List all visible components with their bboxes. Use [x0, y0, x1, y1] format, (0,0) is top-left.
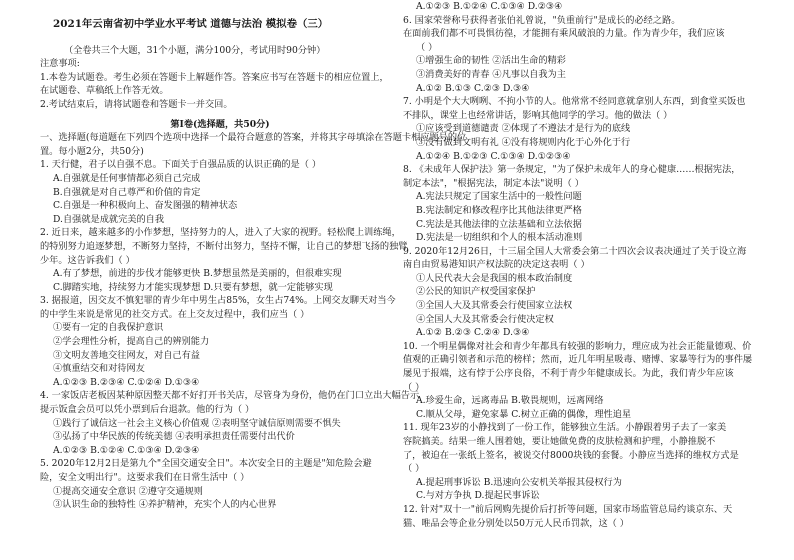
left-line: 2021年云南省初中学业水平考试 道德与法治 模拟卷（三） — [53, 18, 329, 30]
left-line: C.脚踏实地，持续努力才能实现梦想 D.只要有梦想，就一定能够实现 — [53, 281, 333, 293]
left-line: （全卷共三个大题，31个小题，满分100分，考试用时90分钟） — [64, 44, 326, 56]
left-line: A.自强就是任何事情都必须自己完成 — [53, 172, 201, 184]
left-line: A.有了梦想，前进的步伐才能够更快 B.梦想虽然是美丽的，但很难实现 — [53, 268, 342, 280]
right-line: A.①②③ B.①②④ C.①③④ D.②③④ — [416, 1, 563, 12]
right-line: （ ） — [416, 41, 438, 53]
left-line: ④慎重结交和对待网友 — [53, 363, 145, 375]
right-line: 了，被迫在一张纸上签名，被说交付8000块钱的套餐。小静应当选择的维权方式是 — [403, 449, 739, 461]
left-line: 少年。这告诉我们（ ） — [40, 254, 135, 266]
left-line: 第Ⅰ卷(选择题，共50分) — [170, 118, 270, 130]
left-line: ①提高交通安全意识 ②遵守交通规则 — [53, 485, 203, 497]
right-line: 容院搞美。结果一维人围着她，要让她做免费的皮肤检测和护理，小静推脱不 — [403, 436, 716, 447]
left-line: 2.考试结束后，请将试题卷和答题卡一并交回。 — [40, 98, 233, 110]
right-line: ①增强生命的韧性 ②活出生命的精彩 — [416, 55, 566, 67]
left-line: 注意事项: — [40, 58, 80, 70]
right-line: A.提起刑事诉讼 B.迅速向公安机关举报其侵权行为 — [416, 476, 622, 488]
right-line: ①应该受到道德谴责 ②体现了不遵法才是行为的底线 — [416, 123, 631, 135]
left-line: 2. 近日来，越来越多的小作梦想，坚持努力的人，进入了大家的视野。轻松爬上训练绳， — [40, 227, 401, 239]
left-line: 1.本卷为试题卷。考生必须在答题卡上解题作答。答案应书写在答题卡的相应位置上， — [40, 71, 389, 83]
right-line: 9. 2020年12月26日，十三届全国人大常委会第二十四次会议表决通过了关于设立海 — [403, 245, 747, 257]
right-line: 在面前我们都不可畏惧彷徨，才能拥有乘风破浪的力量。作为青少年，我们应该 — [403, 28, 725, 40]
left-line: 险，安全文明出行"。这要求我们在日常生活中（ ） — [40, 472, 250, 483]
left-column — [40, 0, 467, 512]
right-line: 7. 小明是个大大咧咧、不拘小节的人。他常常不经同意就拿别人东西，到食堂买饭也 — [403, 96, 746, 108]
right-line: C.与对方争执 D.提起民事诉讼 — [416, 490, 540, 502]
left-line: ①践行了诚信这一社会主义核心价值观 ②表明坚守诚信原则需要不惧失 — [53, 417, 341, 429]
left-line: 的特别努力追逐梦想，不断努力坚持，不断付出努力，坚持不懈，让自己的梦想飞扬的独臂 — [40, 240, 408, 252]
right-line: A.珍爱生命，远离毒品 B.敬畏规则，远离网络 — [416, 395, 604, 407]
right-line: D.宪法是一切组织和个人的根本活动准则 — [416, 232, 583, 244]
right-line: ④全国人大及其常委会行使决定权 — [416, 313, 554, 325]
left-line: 一、选择题(每道题在下列四个选项中选择一个最符合题意的答案，并将其字母填涂在答题卡相应题号的位 — [40, 132, 467, 144]
left-line: ③认识生命的独特性 ④养护精神，充实个人的内心世界 — [53, 499, 277, 511]
right-line: C.宪法是其他法律的立法基础和立法依据 — [416, 218, 582, 230]
left-line: ③弘扬了中华民族的传统美德 ④表明承担责任需要付出代价 — [53, 431, 295, 443]
left-line: 4. 一家饭店老板因某种原因整天都不好打开书关店，尽管身为身份，他仍在门口立出大幅告示 — [40, 390, 420, 402]
left-line: 5. 2020年12月2日是第九个"全国交通安全日"。本次安全日的主题是"知危险会避 — [40, 458, 372, 470]
left-line: 在试题卷、草稿纸上作答无效。 — [40, 85, 169, 97]
right-line: ②公民的知识产权受国家保护 — [416, 286, 536, 298]
left-line: 置。每小题2分，共50分) — [40, 145, 144, 157]
right-line: 制定本法"，"根据宪法，制定本法"说明（ ） — [403, 177, 584, 189]
right-line: 不排队，课堂上也经常讲话，影响其他同学的学习。他的做法（ ） — [403, 109, 673, 121]
left-line: 的中学生来说是常见的社交方式。在上交友过程中，我们应当（ ） — [40, 308, 310, 320]
right-line: A.①② B.②③ C.②④ D.③④ — [416, 327, 530, 339]
right-line: 12. 针对"双十一"前后网购先提价后打折等问题，国家市场监管总局约谈京东、天 — [403, 503, 733, 515]
right-line: 南自由贸易港知识产权法院的决定这表明（ ） — [403, 259, 590, 271]
left-line: 提示饭盒会员可以凭小票到后台退款。他的行为（ ） — [40, 404, 255, 416]
left-line: ②学会理性分析，提高自己的辨别能力 — [53, 336, 210, 348]
left-line: 3. 据报道，因交友不慎犯罪的青少年中男生占85%，女生占74%。上网交友聊天对当今 — [40, 295, 396, 307]
right-line: ③消费美好的青春 ④凡事以自我为主 — [416, 68, 566, 80]
left-line: A.①②③ B.②③④ C.①②④ D.①③④ — [53, 376, 200, 388]
right-line: 屡见于报端，这有悖于公序良俗，不利于青少年健康成长。为此，我们青少年应该 — [403, 368, 734, 380]
right-line: C.顺从父母，避免家暴 C.树立正确的偶像，理性追星 — [416, 408, 632, 420]
right-line: 值观的正确引领者和示范的榜样；然而，近几年明星吸毒、赌博、家暴等行为的事件屡 — [403, 354, 753, 366]
left-line: C.自强是一种积极向上、奋发图强的精神状态 — [53, 200, 238, 212]
right-line: 11. 现年23岁的小静找到了一份工作，能够独立生活。小静跟着男子去了一家美 — [403, 422, 727, 434]
right-line: A.①②④ B.①②③ C.①③④ D.①②③④ — [416, 150, 571, 162]
left-line: 1. 天行健，君子以自强不息。下面关于自强品质的认识正确的是（ ） — [40, 159, 322, 171]
right-line: （ ） — [403, 463, 425, 475]
right-line: 6. 国家荣誉称号获得者张伯礼曾说，"负重前行"是成长的必经之路。 — [403, 14, 681, 26]
right-column — [403, 0, 779, 530]
right-line: 猫、唯品会等企业分别处以50万元人民币罚款，这（ ） — [403, 517, 629, 529]
right-line: A.宪法只规定了国家生活中的一般性问题 — [416, 191, 582, 203]
left-line: B.自强就是对自己尊严和价值的肯定 — [53, 186, 201, 198]
right-line: B.宪法制定和修改程序比其他法律更严格 — [416, 204, 582, 216]
right-line: ①人民代表大会是我国的根本政治制度 — [416, 272, 573, 284]
left-line: D.自强就是成就完美的自我 — [53, 213, 165, 225]
left-line: ③文明友善地交往网友，对自己有益 — [53, 349, 200, 361]
right-line: （ ） — [403, 381, 425, 393]
left-line: ①要有一定的自我保护意识 — [53, 322, 164, 334]
right-line: ③没有做到文明有礼 ④没有将规则内化于心外化于行 — [416, 136, 631, 148]
right-line: 8. 《未成年人保护法》第一条规定，"为了保护未成年人的身心健康……根据宪法， — [403, 164, 741, 176]
left-line: A.①②③ B.①②④ C.①③④ D.②③④ — [53, 444, 200, 456]
right-line: ③全国人大及其常委会行使国家立法权 — [416, 300, 573, 312]
right-line: A.①② B.①③ C.②③ D.③④ — [416, 82, 530, 94]
right-line: 10. 一个明星偶像对社会和青少年都具有较强的影响力，理应成为社会正能量德观、价 — [403, 340, 752, 352]
